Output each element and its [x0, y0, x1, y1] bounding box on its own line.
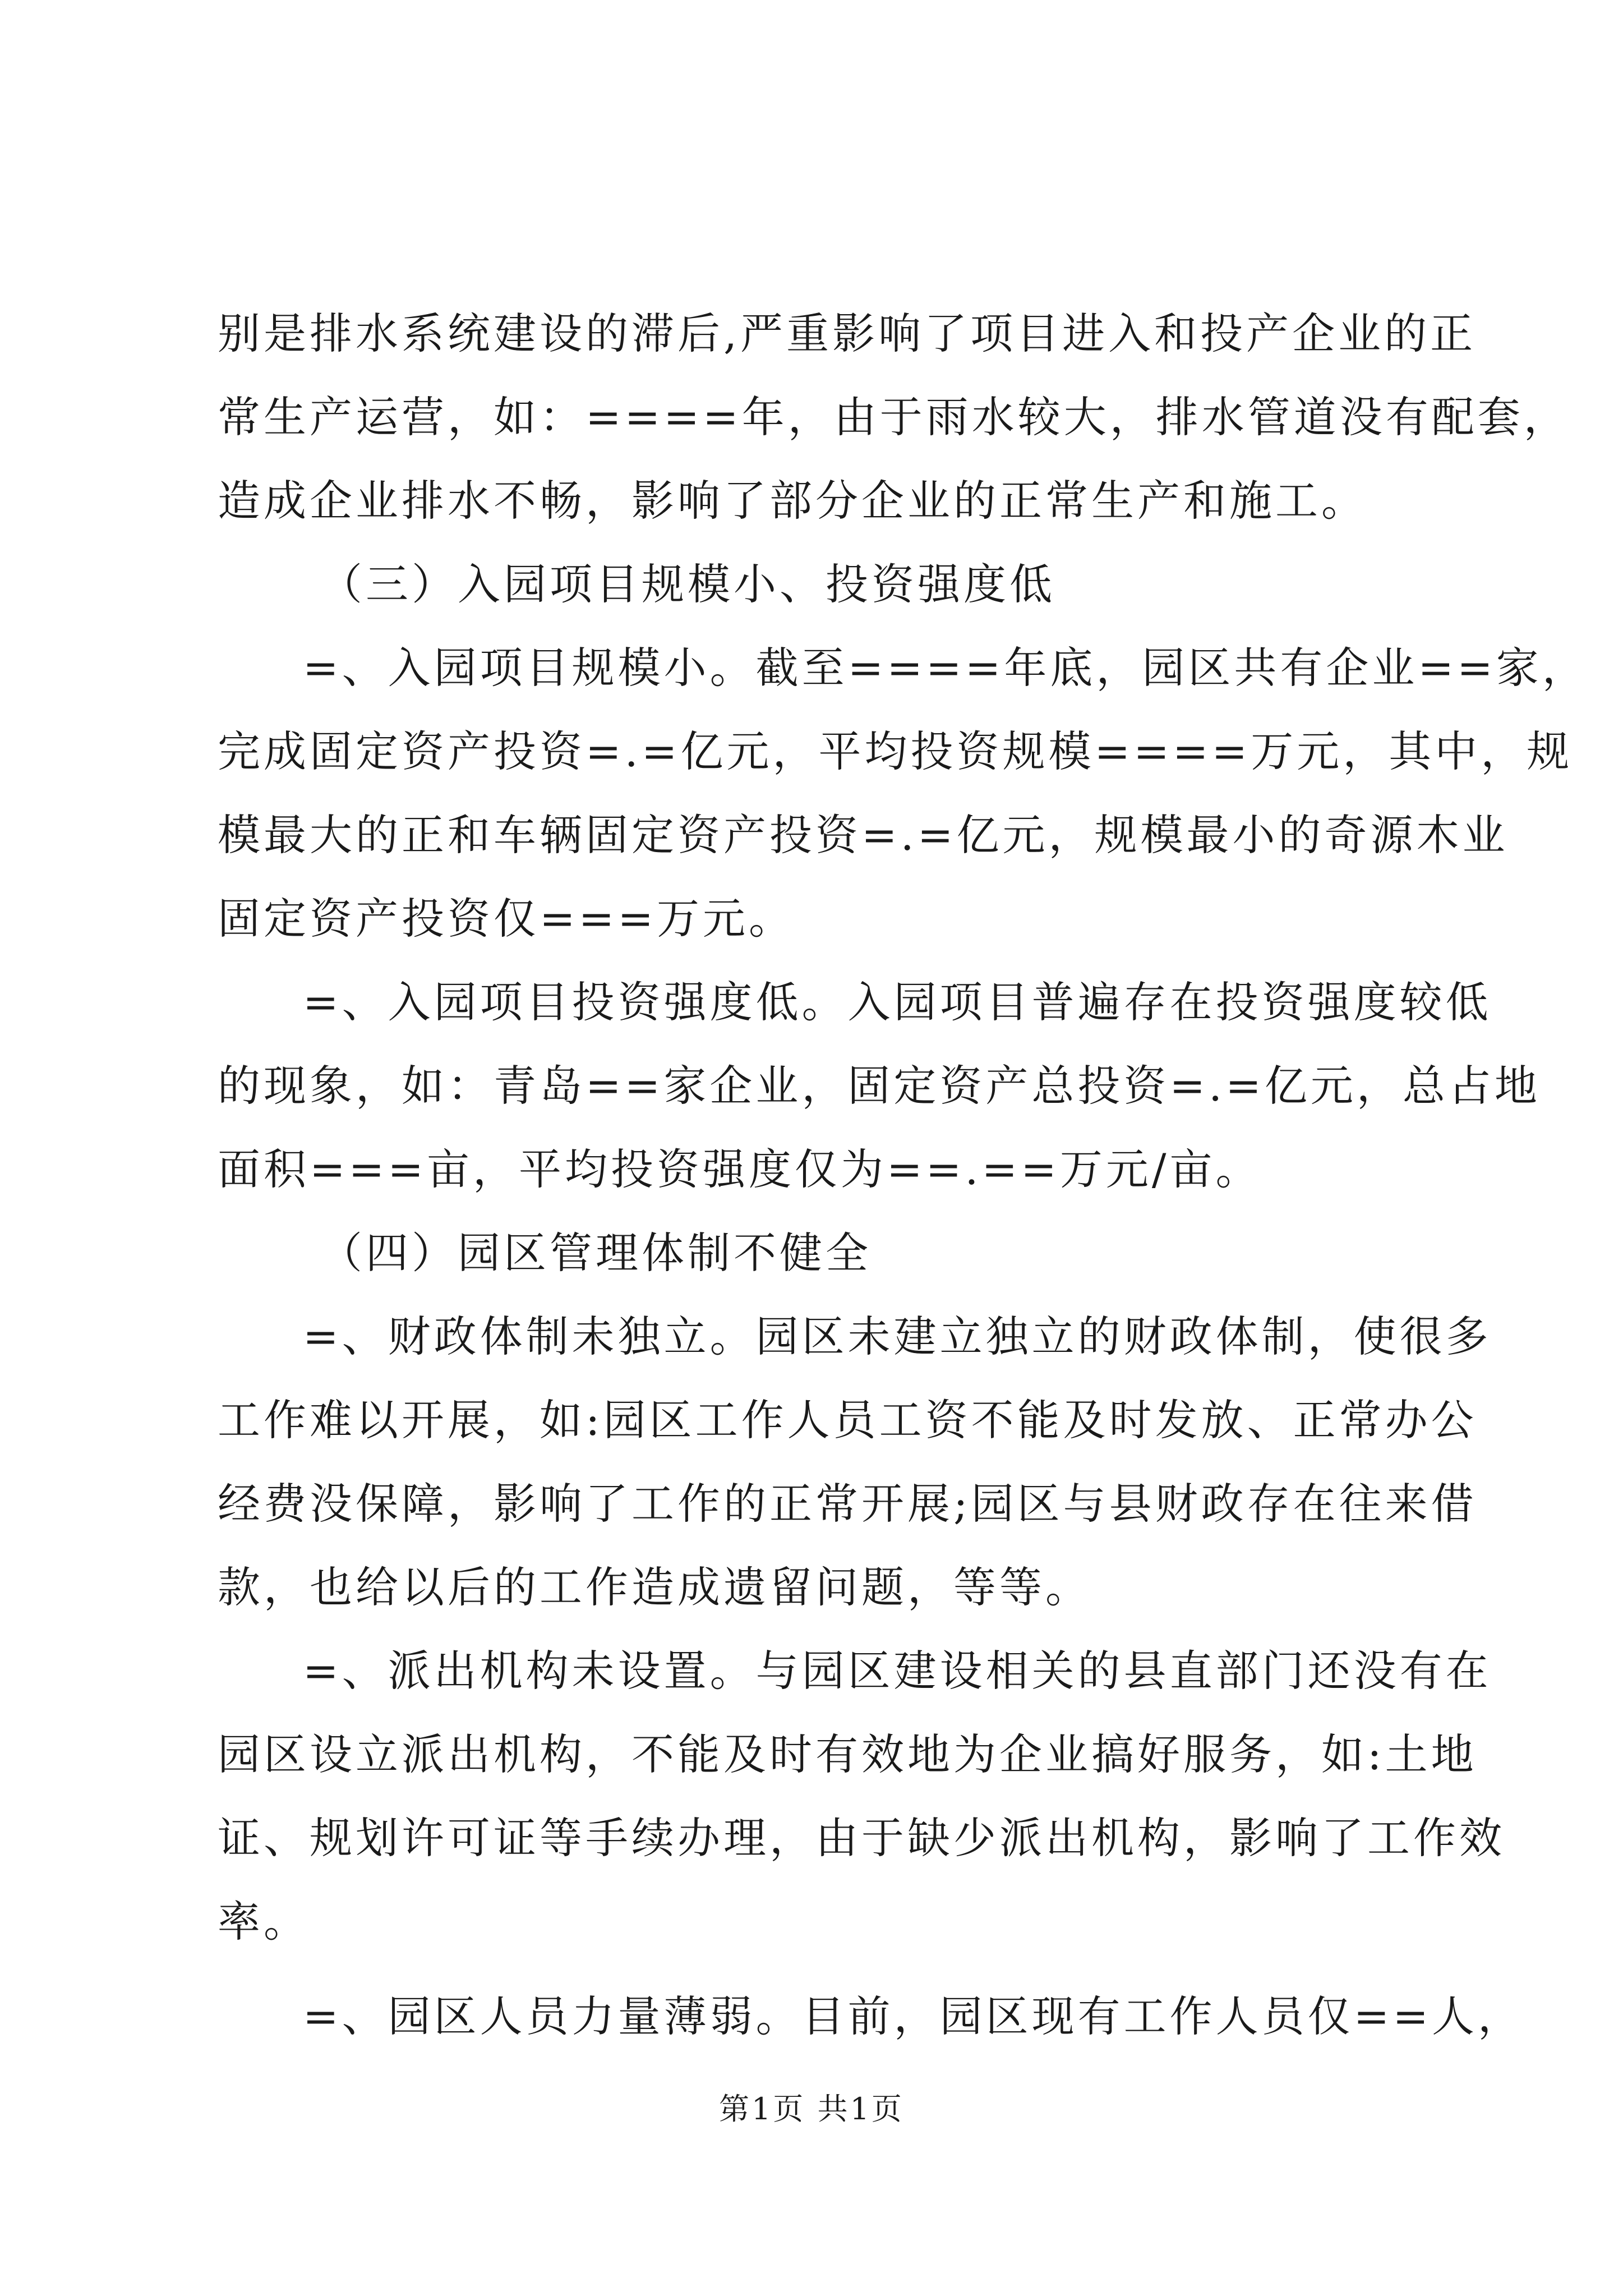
- paragraph-line: =、园区人员力量薄弱。目前，园区现有工作人员仅==人，: [303, 1991, 1524, 2041]
- paragraph-line: 常生产运营，如：====年，由于雨水较大，排水管道没有配套，: [218, 392, 1570, 442]
- paragraph-line: 完成固定资产投资=.=亿元，平均投资规模====万元，其中，规: [218, 726, 1573, 776]
- paragraph-line: 率。: [218, 1897, 310, 1947]
- paragraph-line: 经费没保障，影响了工作的正常开展;园区与县财政存在往来借: [218, 1479, 1477, 1529]
- section-heading: （三）入园项目规模小、投资强度低: [320, 559, 1055, 609]
- paragraph-line: 款，也给以后的工作造成遗留问题，等等。: [218, 1562, 1091, 1612]
- paragraph-line: 造成企业排水不畅，影响了部分企业的正常生产和施工。: [218, 476, 1367, 526]
- paragraph-line: 的现象，如：青岛==家企业，固定资产总投资=.=亿元，总占地: [218, 1061, 1541, 1111]
- paragraph-line: 面积===亩，平均投资强度仅为==.==万元/亩。: [218, 1144, 1262, 1194]
- page-footer: 第1页 共1页: [719, 2091, 904, 2127]
- paragraph-line: 证、规划许可证等手续办理，由于缺少派出机构，影响了工作效: [218, 1813, 1505, 1863]
- paragraph-line: =、入园项目规模小。截至====年底，园区共有企业==家，: [303, 643, 1588, 693]
- paragraph-line: =、派出机构未设置。与园区建设相关的县直部门还没有在: [303, 1646, 1492, 1696]
- paragraph-line: 园区设立派出机构，不能及时有效地为企业搞好服务，如:土地: [218, 1729, 1477, 1779]
- paragraph-line: =、入园项目投资强度低。入园项目普遍存在投资强度较低: [303, 977, 1492, 1027]
- paragraph-line: =、财政体制未独立。园区未建立独立的财政体制，使很多: [303, 1312, 1492, 1361]
- paragraph-line: 模最大的正和车辆固定资产投资=.=亿元，规模最小的奇源木业: [218, 810, 1509, 860]
- paragraph-line: 别是排水系统建设的滞后,严重影响了项目进入和投产企业的正: [218, 309, 1477, 358]
- paragraph-line: 工作难以开展，如:园区工作人员工资不能及时发放、正常办公: [218, 1395, 1477, 1445]
- paragraph-gap: [218, 1963, 1429, 1975]
- paragraph-line: 固定资产投资仅===万元。: [218, 894, 795, 944]
- section-heading: （四）园区管理体制不健全: [320, 1228, 872, 1278]
- document-body: [218, 292, 1588, 2058]
